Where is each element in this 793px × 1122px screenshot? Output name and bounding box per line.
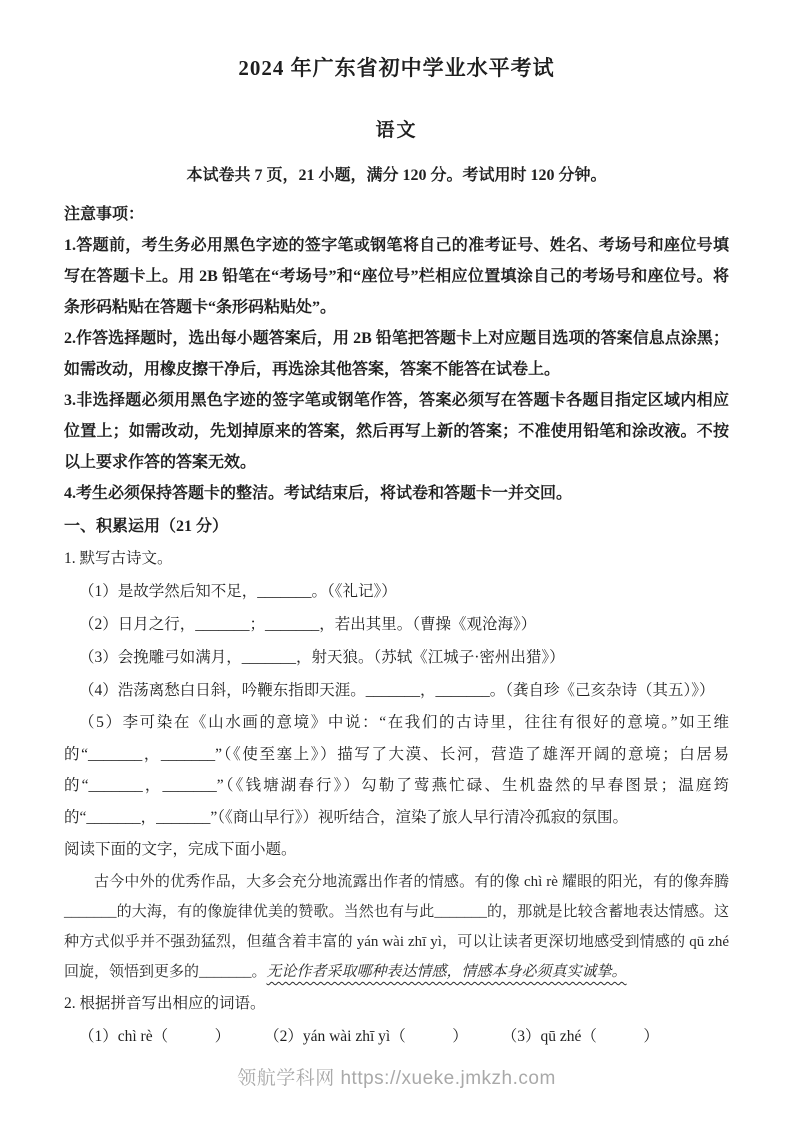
notice-item-3: 3.非选择题必须用黑色字迹的签字笔或钢笔作答，答案必须写在答题卡各题目指定区域内相应位置上；如需改动，先划掉原来的答案，然后再写上新的答案；不准使用铅笔和涂改液。不按以上要求作答的答案无效。 — [64, 392, 729, 471]
passage-wavy-underlined-sentence: 无论作者采取哪种表达情感，情感本身必须真实诚挚。 — [266, 964, 627, 980]
question-2-item-1: （1）chì rè（ ） — [79, 1028, 231, 1045]
question-1-item-5: （5）李可染在《山水画的意境》中说：“在我们的古诗里，往往有很好的意境。”如王维的“_______，_______”（《使至塞上》）描写了大漠、长河，营造了雄浑开阔的意境；白居易的“_______，_______”（《钱塘湖春行》）勾勒了莺燕忙碌、生机盎然的早春图景；温庭筠的“_______，_______”（《商山早行》）视听结合，渲染了旅人早行清冷孤寂的氛围。 — [64, 714, 729, 826]
question-2-items-row — [64, 1020, 729, 1053]
reading-intro: 阅读下面的文字，完成下面小题。 — [64, 841, 297, 858]
question-1-stem: 1. 默写古诗文。 — [64, 550, 173, 567]
notice-item-1: 1.答题前，考生务必用黑色字迹的签字笔或钢笔将自己的准考证号、姓名、考场号和座位号填写在答题卡上。用 2B 铅笔在“考场号”和“座位号”栏相应位置填涂自己的考场号和座位号。将条形码粘贴在答题卡“条形码粘贴处”。 — [64, 237, 729, 316]
question-1-item-4: （4）浩荡离愁白日斜，吟鞭东指即天涯。_______，_______。（龚自珍《己亥杂诗（其五）》） — [79, 682, 715, 699]
notice-item-4: 4.考生必须保持答题卡的整洁。考试结束后，将试卷和答题卡一并交回。 — [64, 485, 573, 502]
question-1-item-1: （1）是故学然后知不足，_______。（《礼记》） — [79, 583, 397, 600]
notice-item-2: 2.作答选择题时，选出每小题答案后，用 2B 铅笔把答题卡上对应题目选项的答案信息点涂黑；如需改动，用橡皮擦干净后，再选涂其他答案，答案不能答在试卷上。 — [64, 330, 729, 378]
question-2-stem: 2. 根据拼音写出相应的词语。 — [64, 995, 266, 1012]
exam-subject: 语文 — [375, 120, 418, 141]
section-1-heading: 一、积累运用（21 分） — [64, 518, 229, 535]
reading-passage — [64, 867, 729, 987]
question-1-item-3: （3）会挽雕弓如满月，_______，射天狼。（苏轼《江城子·密州出猎》） — [79, 649, 565, 666]
exam-info-line: 本试卷共 7 页，21 小题，满分 120 分。考试用时 120 分钟。 — [186, 167, 607, 184]
notices-heading: 注意事项： — [64, 206, 145, 223]
question-2-item-3: （3）qū zhé（ ） — [501, 1028, 659, 1045]
passage-body: 古今中外的优秀作品，大多会充分地流露出作者的情感。有的像 chì rè 耀眼的阳光，有的像奔腾_______的大海，有的像旋律优美的赞歌。当然也有与此_______的，那就是比较含蓄地表达情感。这种方式似乎并不强劲猛烈，但蕴含着丰富的 yán wài zhī yì，可以让读者更深切地感受到情感的 qū zhé 回旋，领悟到更多的_______。 — [64, 874, 729, 980]
site-watermark: 领航学科网 https://xueke.jmkzh.com — [237, 1068, 556, 1089]
exam-title: 2024 年广东省初中学业水平考试 — [238, 56, 555, 80]
question-1-item-2: （2）日月之行，_______；_______，若出其里。（曹操《观沧海》） — [79, 616, 537, 633]
question-2-item-2: （2）yán wài zhī yì（ ） — [264, 1028, 468, 1045]
